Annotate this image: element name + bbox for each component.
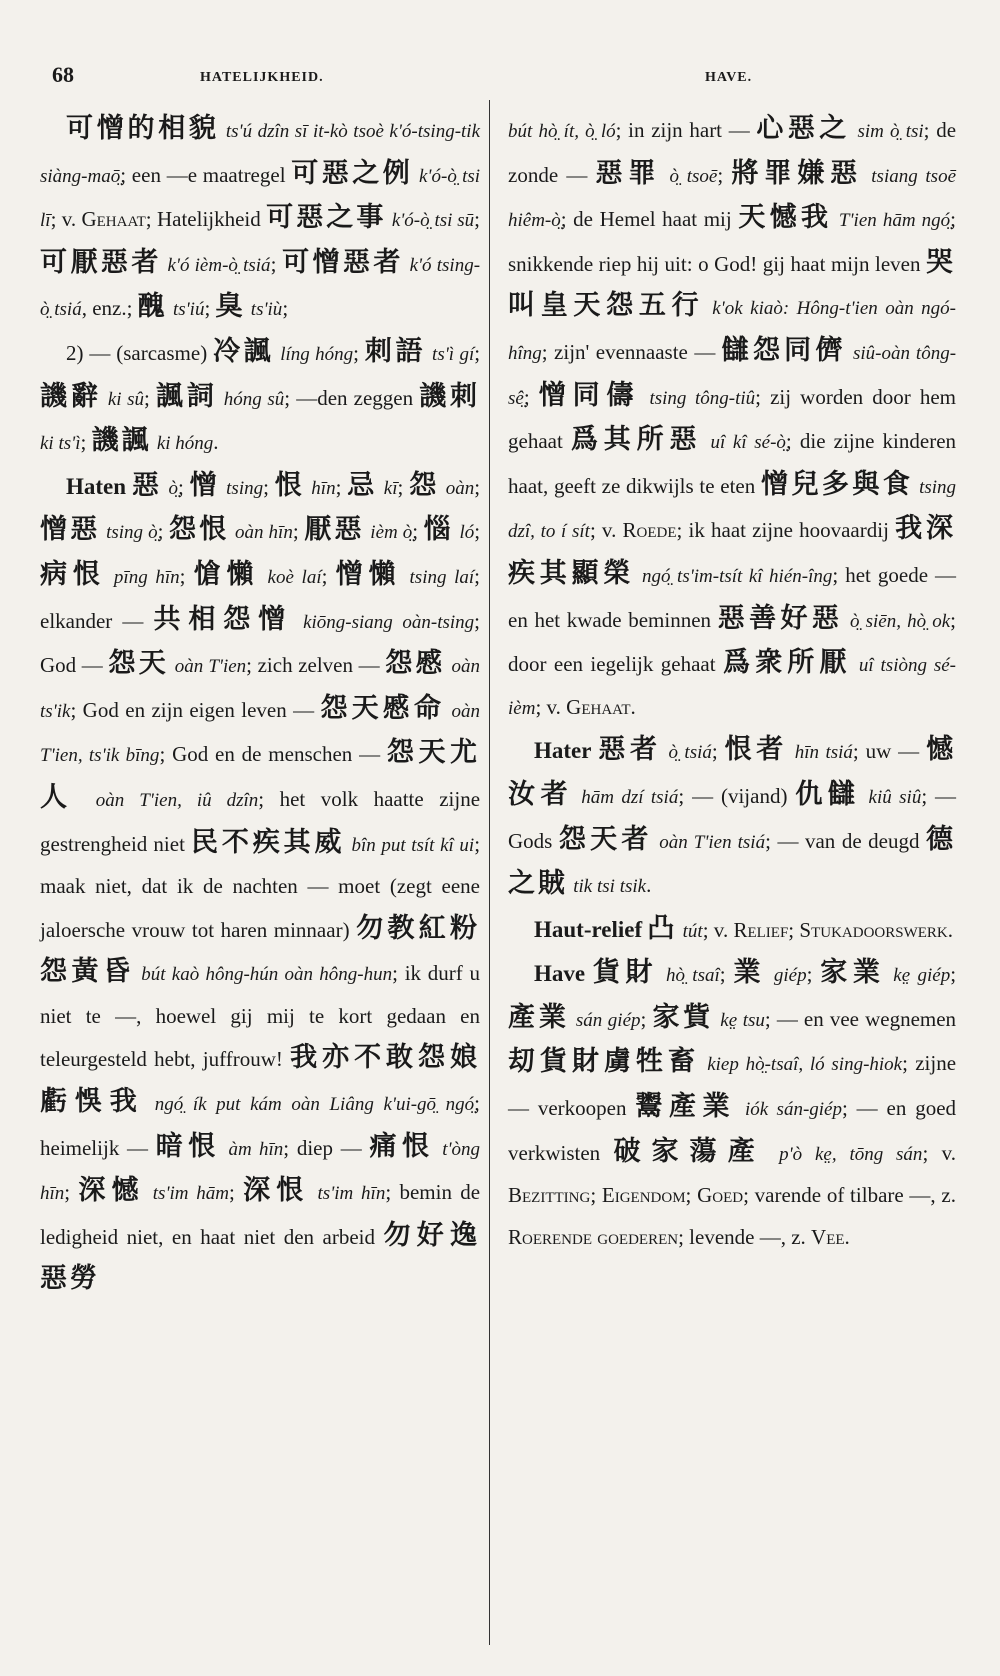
chinese-term: 愴懶 — [193, 558, 260, 590]
chinese-term: 譏刺 — [419, 380, 481, 412]
chinese-term: 德之賊 — [508, 823, 957, 900]
definition-text: ; in zijn hart — — [615, 118, 757, 142]
definition-text: ; — [144, 385, 156, 410]
cross-reference: Vee — [811, 1224, 845, 1249]
definition-text: ; elkander — — [40, 563, 481, 633]
left-column — [40, 108, 480, 1302]
definition-text: ; —den zeggen — [284, 385, 420, 410]
definition-text: ; — [640, 1006, 653, 1031]
romanization: oàn T'ien, iû dzîn — [95, 789, 259, 811]
chinese-term: 譏諷 — [91, 425, 152, 457]
chinese-term: 可厭惡者 — [40, 246, 162, 278]
romanization: ts'iú — [172, 299, 205, 321]
entry-hatelijkheid-sense-2 — [40, 331, 480, 465]
chinese-term: 忌 — [347, 469, 378, 501]
chinese-term: 可惡之例 — [291, 157, 414, 189]
definition-text: ; — [474, 474, 481, 499]
romanization: oàn T'ien, ts'ik bīng — [40, 700, 481, 767]
entry-haut-relief — [508, 908, 956, 953]
chinese-term: 暗恨 — [155, 1130, 221, 1162]
romanization: ts'iù — [250, 299, 283, 321]
definition-text: , enz.; — [81, 296, 138, 321]
romanization: tsing ò̤ — [106, 522, 158, 544]
chinese-term: 怨慼 — [385, 648, 446, 680]
romanization: oàn T'ien — [174, 656, 247, 678]
romanization: tsing — [226, 477, 264, 499]
chinese-term: 深憾 — [78, 1175, 145, 1207]
chinese-term: 冷諷 — [213, 335, 275, 367]
romanization: ièm ò̤ — [370, 522, 413, 544]
romanization: ke̤ tsu — [720, 1009, 765, 1031]
romanization: oàn — [445, 477, 475, 499]
definition-text: ; — [204, 296, 216, 321]
definition-text: 2) — (sarcasme) — [66, 340, 214, 365]
chinese-term: 將罪嫌惡 — [731, 157, 864, 189]
romanization: p'ò ke̤, tōng sán — [779, 1143, 923, 1165]
chinese-term: 凸 — [647, 912, 678, 944]
definition-text: . — [646, 873, 652, 898]
chinese-term: 業 — [733, 957, 767, 989]
romanization: t'òng hīn — [40, 1138, 481, 1205]
chinese-term: 共相怨憎 — [153, 603, 293, 635]
romanization: sán giép — [575, 1009, 641, 1031]
chinese-term: 惡善好惡 — [717, 602, 844, 634]
romanization: ò̤ — [168, 477, 178, 499]
chinese-term: 怨恨 — [168, 514, 230, 546]
headword: Hater — [534, 738, 592, 764]
definition-text: ; die zijne kinderen haat, geeft ze dikwijls te eten — [508, 429, 957, 498]
romanization: oàn hīn — [235, 522, 293, 544]
chinese-term: 勿教紅粉怨黃昏 — [40, 912, 480, 988]
definition-text: ; v. — [702, 917, 734, 942]
chinese-term: 病恨 — [40, 558, 106, 590]
page-number: 68 — [52, 62, 74, 87]
definition-text: ; v. — [535, 694, 567, 719]
romanization: kiep hò̤-tsaî, ló sing-hiok — [707, 1054, 903, 1076]
romanization: giép — [773, 965, 807, 987]
definition-text: ; — (vijand) — [678, 783, 796, 808]
romanization: siû-oàn tông-sê̤ — [508, 342, 957, 409]
romanization: k'ó tsing-ò̤ tsiá — [40, 254, 481, 321]
romanization: uî kî sé-ò̤ — [710, 432, 786, 454]
romanization: tsing tông-tiû — [649, 387, 756, 409]
definition-text: ; — van de deugd — [765, 828, 927, 853]
chinese-term: 怨天 — [108, 648, 170, 680]
definition-text: ; zich zelven — — [246, 653, 386, 678]
chinese-term: 惡者 — [598, 734, 662, 766]
chinese-term: 恨者 — [724, 734, 788, 766]
romanization: ngó̤ ts'im-tsít kî hién-îng — [642, 565, 833, 587]
chinese-term: 憎 — [189, 469, 221, 501]
definition-text: ; — [270, 251, 283, 276]
romanization: T'ien hām ngó̤ — [838, 210, 951, 232]
romanization: ke̤ giép — [893, 965, 951, 987]
romanization: iók sán-giép — [745, 1099, 842, 1121]
definition-text: ; — [179, 563, 194, 588]
romanization: ki sû — [107, 388, 145, 410]
definition-text: ; — [229, 1180, 244, 1205]
romanization: oàn T'ien tsiá — [659, 831, 766, 853]
definition-text: ; — [806, 962, 821, 987]
column-divider — [489, 100, 490, 1645]
definition-text: ; zijn' evennaaste — — [541, 339, 722, 364]
chinese-term: 醜 — [137, 291, 168, 323]
chinese-term: 惡罪 — [595, 157, 662, 189]
definition-text: ; — [590, 1183, 602, 1208]
romanization: ki ts'ì — [40, 433, 81, 455]
chinese-term: 仇讎 — [795, 778, 861, 810]
romanization: ts'im hām — [152, 1183, 230, 1205]
running-head-left: HATELIJKHEID. — [200, 70, 324, 85]
romanization: ts'ì gí — [432, 343, 475, 365]
chinese-term: 我深疾其顯榮 — [508, 513, 957, 589]
chinese-term: 深恨 — [243, 1175, 310, 1207]
romanization: ò̤ tsiá — [668, 742, 712, 764]
romanization: oàn ts'ik — [40, 656, 481, 722]
definition-text: ; zij worden door hem gehaat — [508, 384, 957, 454]
chinese-term: 譏辭 — [40, 380, 102, 412]
chinese-term: 怨天慼命 — [320, 692, 446, 724]
romanization: hīn — [311, 477, 336, 499]
definition-text: ; v. — [589, 518, 623, 543]
definition-text: ; — en vee wegnemen — [764, 1006, 957, 1031]
chinese-term: 刧貨財虜牲畜 — [508, 1046, 700, 1078]
definition-text: ; — [711, 739, 725, 764]
romanization: ts'im hīn — [317, 1183, 386, 1205]
definition-text: ; door een iegelijk gehaat — [508, 607, 957, 677]
definition-text: ; — [177, 474, 190, 499]
romanization: líng hóng — [280, 343, 354, 365]
headword: Haut-relief — [534, 916, 643, 942]
chinese-term: 破家蕩產 — [613, 1135, 766, 1167]
definition-text: ; — [474, 340, 481, 365]
romanization: àm hīn — [228, 1138, 284, 1160]
definition-text: ; v. — [50, 207, 82, 232]
cross-reference: Gehaat — [566, 694, 631, 719]
definition-text: ; een —e maatregel — [120, 162, 292, 187]
chinese-term: 諷詞 — [155, 380, 218, 412]
romanization: hīn tsiá — [794, 742, 853, 764]
definition-text: ; — [335, 474, 348, 499]
cross-reference: Relief — [733, 917, 789, 942]
chinese-term: 恨 — [274, 469, 306, 501]
definition-text: ; — [282, 296, 289, 321]
chinese-term: 憎兒多與食 — [760, 468, 914, 500]
definition-text: ; — [719, 962, 734, 987]
definition-text: ; ik durf u niet te —, hoewel gij mij te kort gedaan en teleurgesteld hebt, juffrouw! — [40, 961, 481, 1072]
definition-text: ; v. — [922, 1140, 956, 1165]
definition-text: ; bemin de ledigheid niet, en haat niet den arbeid — [40, 1180, 481, 1249]
romanization: tsiang tsoē hiêm-ò̤ — [508, 165, 957, 232]
chinese-term: 憎懶 — [335, 558, 402, 590]
cross-reference: Gehaat — [81, 207, 146, 232]
chinese-term: 怨天尤人 — [40, 737, 480, 813]
romanization: hò̤ tsaî — [665, 965, 720, 987]
chinese-term: 痛恨 — [369, 1130, 435, 1162]
entry-hater — [508, 729, 956, 907]
chinese-term: 憎同儔 — [538, 379, 641, 411]
romanization: ki hóng — [156, 433, 214, 455]
headword: Haten — [66, 473, 127, 499]
definition-text: ; — [263, 474, 275, 499]
romanization: ts'ú dzîn sī it-kò tsoè k'ó-tsing-tik siàng-maō̤ — [40, 121, 481, 187]
chinese-term: 天憾我 — [738, 202, 833, 234]
definition-text: . — [630, 694, 636, 719]
chinese-term: 貨財 — [592, 957, 659, 989]
chinese-term: 惡 — [131, 469, 163, 501]
entry-haten-continued — [508, 108, 956, 729]
romanization: tút — [682, 920, 703, 942]
definition-text: ; de zonde — — [508, 118, 957, 187]
definition-text: ; — [321, 563, 336, 588]
cross-reference: Roede — [622, 518, 677, 543]
definition-text: ; uw — — [852, 739, 927, 764]
romanization: sim ò̤ tsi — [857, 121, 924, 142]
definition-text: ; — [157, 519, 169, 544]
romanization: ò̤ siēn, hò̤ ok — [849, 610, 951, 632]
headword: Have — [534, 961, 586, 987]
definition-text: ; snikkende riep hij uit: o God! gij haat mijn leven — [508, 207, 956, 276]
definition-text: ; — [717, 162, 732, 187]
definition-text: . — [213, 430, 219, 455]
romanization: uî tsiòng sé-ièm — [508, 655, 957, 719]
definition-text: ; ik haat zijne hoovaardij — [676, 518, 896, 543]
chinese-term: 心惡之 — [756, 113, 851, 144]
romanization: hām dzí tsiá — [581, 786, 679, 808]
running-head-right: HAVE. — [705, 70, 753, 85]
definition-text: ; — [80, 430, 92, 455]
definition-text: ; — en goed verkwisten — [508, 1096, 957, 1165]
romanization: bút hò̤ ít, ò̤ ló — [508, 121, 616, 142]
definition-text: ; — [474, 519, 481, 544]
chinese-term: 鬻產業 — [635, 1091, 737, 1123]
definition-text: ; God — — [40, 608, 481, 678]
chinese-term: 家貲 — [652, 1001, 715, 1033]
definition-text: ; — [412, 519, 424, 544]
definition-text: ; heimelijk — — [40, 1091, 481, 1160]
definition-text: ; — [64, 1180, 79, 1205]
romanization: pīng hīn — [113, 566, 180, 588]
chinese-term: 臭 — [215, 291, 246, 323]
romanization: ngó̤ ík put kám oàn Liâng k'ui-gō̤ ngó̤ — [154, 1094, 475, 1116]
romanization: kiōng-siang oàn-tsing — [303, 611, 475, 633]
definition-text: ; — [523, 384, 539, 409]
entry-haten — [40, 465, 480, 1302]
chinese-term: 家業 — [820, 957, 886, 989]
chinese-term: 哭叫皇天怨五行 — [508, 246, 956, 322]
romanization: hóng sû — [223, 388, 285, 410]
definition-text: ; — [397, 474, 410, 499]
chinese-term: 憎惡 — [40, 514, 101, 546]
definition-text: ; het goede — en het kwade beminnen — [508, 562, 957, 632]
definition-text: ; het volk haatte zijne gestrengheid niet — [40, 786, 481, 856]
romanization: k'ok kiaò: Hông-t'ien oàn ngó-hîng — [508, 298, 957, 364]
chinese-term: 可憎的相貌 — [66, 113, 220, 144]
romanization: kiû siû — [868, 786, 922, 808]
chinese-term: 產業 — [508, 1001, 570, 1033]
chinese-term: 可憎惡者 — [282, 246, 404, 278]
definition-text: ; — [950, 962, 957, 987]
definition-text: ; — [353, 340, 365, 365]
chinese-term: 勿好逸惡勞 — [40, 1219, 481, 1295]
cross-reference: Roerende goederen — [508, 1224, 679, 1249]
cross-reference: Eigendom — [601, 1183, 686, 1208]
definition-text: ; Hatelijkheid — [145, 207, 267, 232]
romanization: tsing dzî, to í sít — [508, 476, 957, 543]
romanization: k'ó-ò̤ tsi lī — [40, 165, 481, 232]
definition-text: ; zijne — verkoopen — [508, 1051, 957, 1121]
chinese-term: 怨天者 — [558, 823, 653, 855]
cross-reference: Goed — [697, 1183, 744, 1208]
romanization: kī — [383, 477, 398, 499]
romanization: bîn put tsít kî ui — [351, 834, 475, 856]
entry-have — [508, 952, 956, 1258]
romanization: koè laí — [267, 566, 322, 588]
entry-hatelijkheid-continued — [40, 108, 480, 331]
romanization: bút kaò hông-hún oàn hông-hun — [141, 964, 393, 986]
chinese-term: 刺語 — [364, 335, 427, 367]
definition-text: ; — [474, 207, 481, 232]
chinese-term: 怨 — [409, 469, 440, 501]
romanization: k'ó ièm-ò̤ tsiá — [167, 254, 271, 276]
definition-text: ; God en zijn eigen leven — — [70, 697, 321, 722]
chinese-term: 可惡之事 — [266, 202, 387, 234]
chinese-term: 憾汝者 — [508, 734, 957, 810]
definition-text: ; — Gods — [508, 783, 957, 853]
definition-text: ; levende —, z. — [678, 1224, 812, 1249]
definition-text: ; maak niet, dat ik de nachten — moet (zegt eene jaloersche vrouw tot haren minnaar) — [40, 831, 481, 942]
definition-text: ; varende of tilbare —, z. — [743, 1183, 956, 1208]
chinese-term: 我亦不敢怨娘虧悞我 — [40, 1042, 481, 1118]
chinese-term: 厭惡 — [304, 514, 365, 546]
definition-text: ; — [788, 917, 800, 942]
chinese-term: 民不疾其威 — [191, 826, 346, 858]
right-column — [508, 108, 956, 1258]
chinese-term: 惱 — [423, 514, 454, 546]
romanization: ló — [459, 522, 475, 544]
definition-text: ; de Hemel haat mij — [560, 207, 739, 232]
definition-text: ; — [292, 519, 305, 544]
chinese-term: 爲衆所厭 — [722, 647, 852, 679]
romanization: ò̤ tsoē — [669, 165, 718, 187]
chinese-term: 爲其所惡 — [570, 424, 703, 456]
romanization: k'ó-ò̤ tsi sū — [391, 210, 475, 232]
romanization: tsing laí — [409, 566, 475, 588]
definition-text: ; — [685, 1183, 698, 1208]
cross-reference: Stukadoorswerk — [799, 917, 948, 942]
romanization: tik tsi tsik — [573, 876, 647, 898]
definition-text: . — [947, 917, 953, 942]
cross-reference: Bezitting — [508, 1183, 591, 1208]
chinese-term: 讎怨同儕 — [721, 334, 847, 366]
definition-text: . — [844, 1224, 850, 1249]
definition-text: ; God en de menschen — — [159, 742, 387, 767]
definition-text: ; diep — — [283, 1135, 370, 1160]
